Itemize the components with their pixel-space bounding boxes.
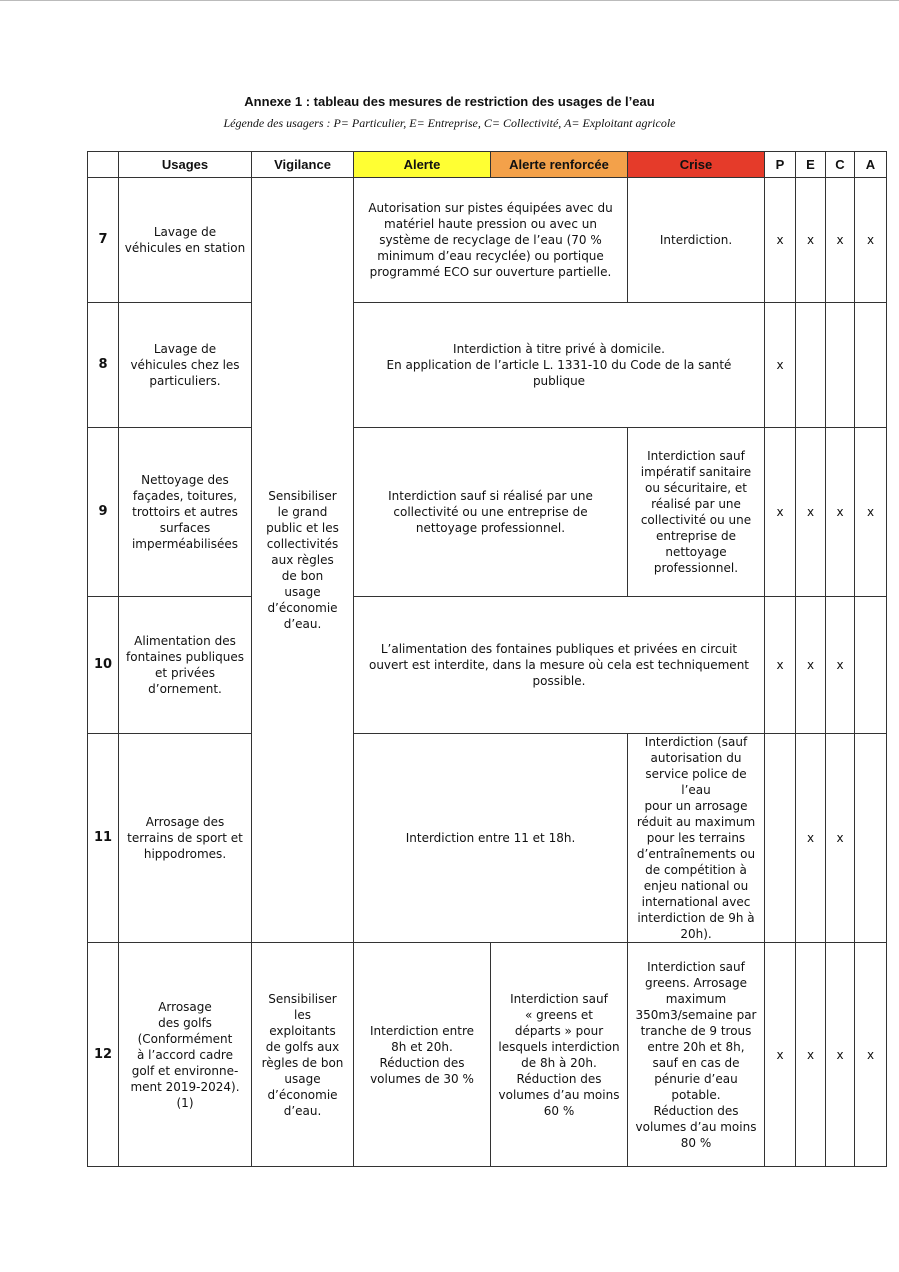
- alerte-renforcee-cell: Interdiction sauf « greens et départs » pour lesquels interdiction de 8h à 20h. Réduction des volumes d’au moins 60 %: [491, 943, 628, 1167]
- a-mark: x: [855, 178, 887, 303]
- a-mark: [855, 597, 887, 734]
- table-row: [88, 734, 887, 943]
- e-mark: x: [796, 597, 826, 734]
- a-mark: x: [855, 428, 887, 597]
- row-number: 11: [88, 734, 119, 943]
- a-mark: [855, 734, 887, 943]
- table-header-row: [88, 152, 887, 178]
- usage-cell: Lavage de véhicules en station: [119, 178, 252, 303]
- c-mark: [826, 303, 855, 428]
- usage-cell: Arrosage des golfs (Conformément à l’accord cadre golf et environne- ment 2019-2024). (1): [119, 943, 252, 1167]
- p-mark: x: [765, 597, 796, 734]
- e-mark: x: [796, 428, 826, 597]
- row-number: 12: [88, 943, 119, 1167]
- usage-cell: Lavage de véhicules chez les particuliers.: [119, 303, 252, 428]
- c-mark: x: [826, 178, 855, 303]
- crise-cell: Interdiction sauf impératif sanitaire ou sécuritaire, et réalisé par une collectivité ou une entreprise de nettoyage professionnel.: [628, 428, 765, 597]
- document-title: Annexe 1 : tableau des mesures de restriction des usages de l’eau: [244, 94, 655, 109]
- p-mark: x: [765, 303, 796, 428]
- usage-cell: Alimentation des fontaines publiques et privées d’ornement.: [119, 597, 252, 734]
- vigilance-shared-cell: Sensibiliser le grand public et les collectivités aux règles de bon usage d’économie d’eau.: [252, 178, 354, 943]
- p-mark: x: [765, 943, 796, 1167]
- header-alerte: Alerte: [354, 152, 491, 178]
- c-mark: x: [826, 597, 855, 734]
- header-crise: Crise: [628, 152, 765, 178]
- crise-cell: Interdiction sauf greens. Arrosage maximum 350m3/semaine par tranche de 9 trous entre 20h et 8h, sauf en cas de pénurie d’eau potable. Réduction des volumes d’au moins 80 %: [628, 943, 765, 1167]
- a-mark: x: [855, 943, 887, 1167]
- c-mark: x: [826, 428, 855, 597]
- usage-cell: Nettoyage des façades, toitures, trottoirs et autres surfaces imperméabilisées: [119, 428, 252, 597]
- a-mark: [855, 303, 887, 428]
- crise-cell: Interdiction (sauf autorisation du service police de l’eau pour un arrosage réduit au maximum pour les terrains d’entraînements ou de compétition à enjeu national ou international avec interdiction de 9h à 20h).: [628, 734, 765, 943]
- header-c: C: [826, 152, 855, 178]
- table-row: [88, 303, 887, 428]
- row-number: 7: [88, 178, 119, 303]
- c-mark: x: [826, 734, 855, 943]
- crise-cell: Interdiction.: [628, 178, 765, 303]
- p-mark: x: [765, 178, 796, 303]
- mesures-cell: Interdiction à titre privé à domicile. En application de l’article L. 1331-10 du Code de la santé publique: [354, 303, 765, 428]
- table-row: [88, 428, 887, 597]
- alerte-cell: Interdiction entre 8h et 20h. Réduction des volumes de 30 %: [354, 943, 491, 1167]
- table-row: [88, 943, 887, 1167]
- row-number: 9: [88, 428, 119, 597]
- usage-cell: Arrosage des terrains de sport et hippodromes.: [119, 734, 252, 943]
- header-p: P: [765, 152, 796, 178]
- alerte-renforcee-cell: Interdiction sauf si réalisé par une collectivité ou une entreprise de nettoyage professionnel.: [354, 428, 628, 597]
- header-a: A: [855, 152, 887, 178]
- document-subtitle: Légende des usagers : P= Particulier, E= Entreprise, C= Collectivité, A= Exploitant agricole: [223, 116, 676, 130]
- e-mark: x: [796, 178, 826, 303]
- p-mark: x: [765, 428, 796, 597]
- row-number: 8: [88, 303, 119, 428]
- row-number: 10: [88, 597, 119, 734]
- header-usages: Usages: [119, 152, 252, 178]
- vigilance-cell: Sensibiliser les exploitants de golfs aux règles de bon usage d’économie d’eau.: [252, 943, 354, 1167]
- e-mark: x: [796, 734, 826, 943]
- restriction-table: [87, 151, 887, 1167]
- page-top-border: [0, 0, 899, 1]
- table-row: [88, 178, 887, 303]
- alerte-renforcee-cell: Autorisation sur pistes équipées avec du matériel haute pression ou avec un système de recyclage de l’eau (70 % minimum d’eau recyclée) ou portique programmé ECO sur ouverture partielle.: [354, 178, 628, 303]
- header-vigilance: Vigilance: [252, 152, 354, 178]
- alerte-renforcee-cell: Interdiction entre 11 et 18h.: [354, 734, 628, 943]
- table-row: [88, 597, 887, 734]
- e-mark: x: [796, 943, 826, 1167]
- header-num: [88, 152, 119, 178]
- e-mark: [796, 303, 826, 428]
- p-mark: [765, 734, 796, 943]
- mesures-cell: L’alimentation des fontaines publiques et privées en circuit ouvert est interdite, dans la mesure où cela est techniquement possible.: [354, 597, 765, 734]
- c-mark: x: [826, 943, 855, 1167]
- header-e: E: [796, 152, 826, 178]
- header-alerte-renforcee: Alerte renforcée: [491, 152, 628, 178]
